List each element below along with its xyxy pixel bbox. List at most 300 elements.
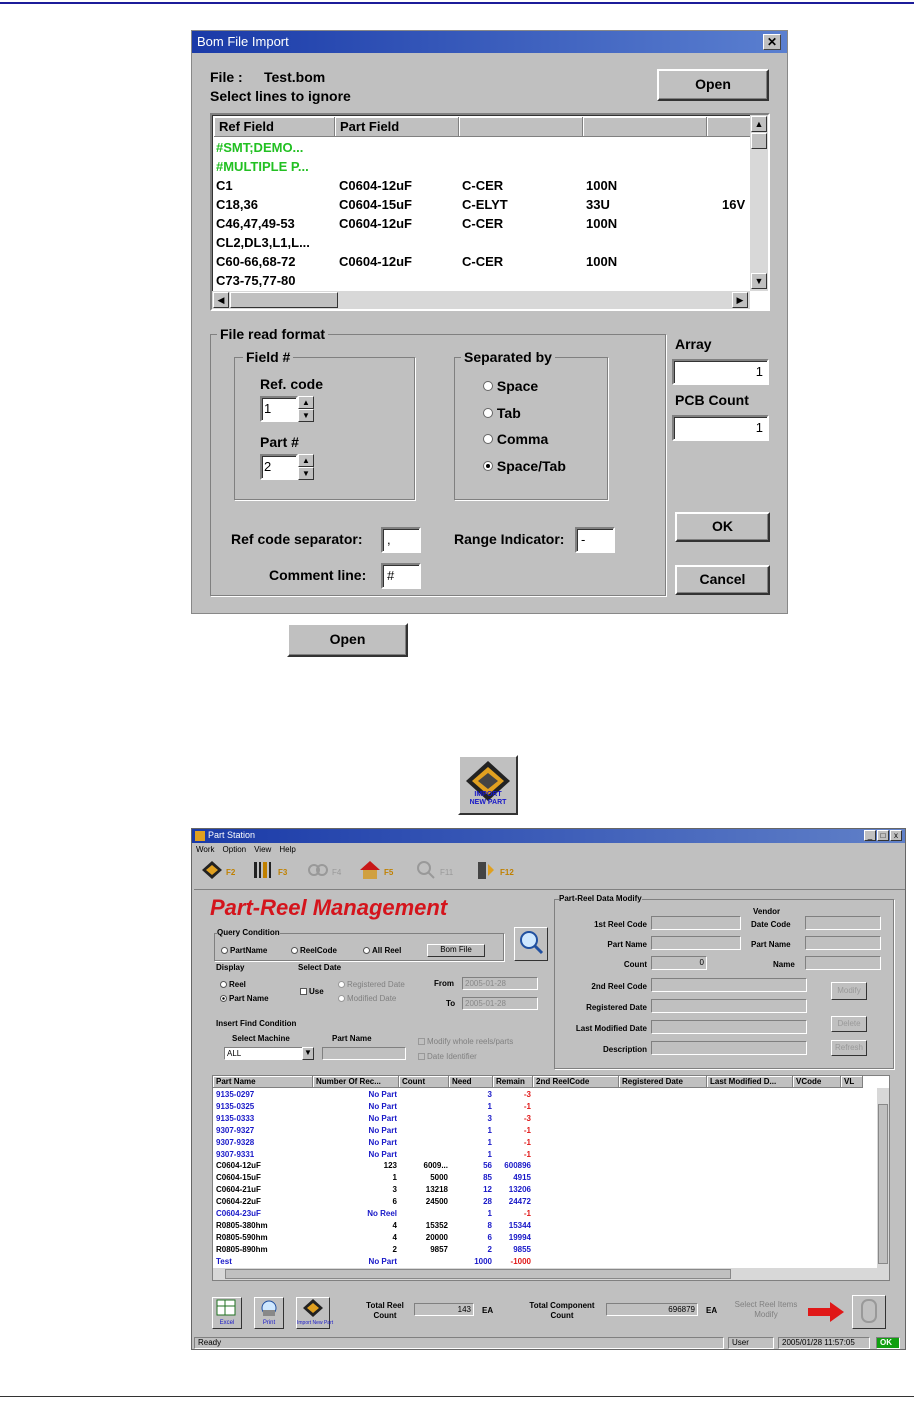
import-new-part-button[interactable]	[296, 1297, 334, 1329]
table-row[interactable]	[213, 1256, 875, 1268]
total-reel-unit: EA	[482, 1306, 494, 1315]
col-vcode[interactable]: VCode	[793, 1076, 841, 1088]
menu-help[interactable]: Help	[279, 845, 296, 854]
radio-reel[interactable]	[220, 981, 227, 988]
cell-ref: C46,47,49-53	[216, 216, 295, 231]
separator-space[interactable]	[483, 378, 538, 394]
toolbar-divider	[194, 889, 905, 890]
cell-need: 3	[487, 1113, 492, 1123]
column-part-field[interactable]: Part Field	[335, 117, 459, 137]
col-remain[interactable]: Remain	[493, 1076, 533, 1088]
file-read-format-title: File read format	[217, 326, 328, 342]
file-read-format-group	[210, 326, 666, 596]
refresh-button: Refresh	[831, 1040, 867, 1056]
import-caption-2: NEW PART	[469, 799, 507, 806]
ps-title: Part Station	[208, 830, 256, 840]
cell-c4: 100N	[586, 254, 618, 269]
cell-remain: 13206	[508, 1185, 531, 1195]
separator-tab-label: Tab	[496, 405, 521, 421]
cell-ref: C60-66,68-72	[216, 254, 296, 269]
column-3[interactable]	[459, 117, 583, 137]
radio-reelcode[interactable]	[291, 947, 298, 954]
comment-line-label: Comment line:	[269, 567, 367, 583]
total-component-label	[520, 1301, 604, 1321]
vendor-part-name-field	[805, 936, 881, 950]
table-row[interactable]	[213, 1125, 875, 1137]
bom-lines-list[interactable]	[210, 113, 770, 311]
menu-work[interactable]: Work	[196, 845, 215, 854]
exit-icon	[474, 859, 498, 881]
open-button[interactable]: Open	[657, 69, 769, 101]
list-item[interactable]	[216, 253, 748, 272]
select-date-label: Select Date	[298, 963, 342, 972]
last-modified-date-label: Last Modified Date	[575, 1024, 647, 1033]
cell-need: 56	[483, 1161, 492, 1171]
tool-disabled-1	[306, 859, 350, 885]
hscroll-thumb[interactable]	[230, 292, 338, 308]
total-component-unit: EA	[706, 1306, 718, 1315]
status-bar	[194, 1337, 905, 1349]
col-part-name[interactable]: Part Name	[213, 1076, 313, 1088]
machine-select[interactable]: ALL	[224, 1047, 314, 1060]
second-reel-code-label: 2nd Reel Code	[591, 982, 647, 991]
separator-tab[interactable]	[483, 405, 521, 421]
ok-button[interactable]: OK	[675, 512, 770, 542]
reel-icon	[854, 1296, 884, 1326]
date-code-field	[805, 916, 881, 930]
cell-name: R0805-890hm	[216, 1244, 268, 1254]
column-4[interactable]	[583, 117, 707, 137]
cell-recs: 2	[392, 1244, 397, 1254]
cell-recs: 1	[392, 1173, 397, 1183]
table-vscroll[interactable]	[877, 1088, 889, 1268]
cell-need: 1	[487, 1125, 492, 1135]
ref-code-spinner	[260, 396, 308, 422]
dialog-title: Bom File Import	[197, 34, 289, 49]
cell-count: 9857	[430, 1244, 448, 1254]
cell-name: C0604-21uF	[216, 1185, 261, 1195]
use-checkbox[interactable]	[300, 988, 307, 995]
cell-need: 1000	[474, 1256, 492, 1266]
table-row[interactable]	[213, 1160, 875, 1172]
scroll-thumb[interactable]	[751, 133, 767, 149]
cell-count: 13218	[425, 1185, 448, 1195]
list-item[interactable]	[216, 139, 748, 158]
tool-key-f11: F11	[440, 868, 454, 877]
field-number-title: Field #	[243, 349, 293, 365]
cell-name: 9307-9328	[216, 1137, 255, 1147]
data-modify-title: Part-Reel Data Modify	[559, 894, 642, 903]
part-name-label: Part Name	[607, 940, 647, 949]
table-row[interactable]	[213, 1172, 875, 1184]
cell-part: C0604-12uF	[339, 178, 412, 193]
cell-name: C0604-22uF	[216, 1197, 261, 1207]
cell-recs: 4	[392, 1220, 397, 1230]
col-2nd-reelcode[interactable]: 2nd ReelCode	[533, 1076, 619, 1088]
col-vl[interactable]: VL	[841, 1076, 863, 1088]
cell-ref: CL2,DL3,L1,L...	[216, 235, 310, 250]
cell-recs: No Part	[368, 1101, 397, 1111]
cell-ref: #SMT;DEMO...	[216, 140, 304, 155]
chip-icon	[300, 1298, 326, 1318]
separator-comma[interactable]	[483, 431, 548, 447]
table-row[interactable]	[213, 1244, 875, 1256]
total-component-value: 696879	[606, 1303, 698, 1316]
cell-remain: 4915	[513, 1173, 531, 1183]
cell-remain: 19994	[508, 1232, 531, 1242]
excel-label: Excel	[219, 1320, 235, 1326]
count-label: Count	[623, 960, 647, 969]
cell-c3: C-CER	[462, 216, 504, 231]
date-identifier-label: Date Identifier	[427, 1052, 477, 1061]
cell-ref: C73-75,77-80	[216, 273, 296, 288]
status-ok: OK	[876, 1337, 900, 1349]
cell-part: C0604-15uF	[339, 197, 412, 212]
import-icon-caption	[460, 791, 516, 807]
cell-remain: 9855	[513, 1244, 531, 1254]
link-icon	[306, 859, 330, 881]
close-icon[interactable]: ✕	[763, 34, 781, 50]
column-ref-field[interactable]: Ref Field	[214, 117, 335, 137]
first-reel-code-label: 1st Reel Code	[594, 920, 647, 929]
table-vscroll-thumb[interactable]	[878, 1104, 888, 1264]
date-code-label: Date Code	[751, 920, 791, 929]
cell-recs: No Part	[368, 1256, 397, 1266]
cell-recs: No Part	[368, 1125, 397, 1135]
tool-key-f12: F12	[500, 868, 514, 877]
display-partname-label: Part Name	[229, 994, 269, 1003]
cell-remain: -3	[523, 1113, 531, 1123]
vendor-label: Vendor	[753, 907, 781, 916]
modified-date-option	[338, 994, 396, 1003]
comment-line-input[interactable]: #	[381, 563, 421, 589]
bom-file-button[interactable]: Bom File	[427, 944, 485, 957]
cell-need: 1	[487, 1101, 492, 1111]
select-reel-hint-1: Select Reel Items	[734, 1300, 798, 1309]
cell-remain: -1	[523, 1137, 531, 1147]
standalone-open-button[interactable]: Open	[287, 623, 408, 657]
separator-space-tab-label: Space/Tab	[496, 458, 566, 474]
list-item[interactable]	[216, 158, 748, 177]
scroll-left-icon[interactable]: ◀	[213, 292, 229, 308]
ref-separator-input[interactable]: ,	[381, 527, 421, 553]
table-hscroll[interactable]	[213, 1268, 889, 1280]
cell-ref: C18,36	[216, 197, 258, 212]
field-number-group	[234, 349, 415, 500]
radio-tab[interactable]	[483, 408, 493, 418]
to-date-field: 2005-01-28	[462, 997, 538, 1010]
first-reel-code-field	[651, 916, 741, 930]
print-label: Print	[262, 1320, 276, 1326]
cell-count: 15352	[425, 1220, 448, 1230]
date-identifier-checkbox	[418, 1053, 425, 1060]
second-reel-code-field	[651, 978, 807, 992]
cell-need: 1	[487, 1209, 492, 1218]
menu-view[interactable]: View	[254, 845, 272, 854]
cell-need: 85	[483, 1173, 492, 1183]
registered-date-field	[651, 999, 807, 1013]
date-identifier-option	[418, 1052, 477, 1061]
tool-exit[interactable]	[474, 859, 518, 885]
cell-name: 9307-9331	[216, 1149, 255, 1159]
pcb-count-label: PCB Count	[675, 392, 749, 408]
ref-code-input[interactable]: 1	[260, 396, 298, 422]
cell-count: 6009...	[423, 1161, 448, 1171]
cell-need: 3	[487, 1090, 492, 1099]
list-item[interactable]	[216, 215, 748, 234]
range-indicator-input[interactable]: -	[575, 527, 615, 553]
menu-option[interactable]: Option	[222, 845, 247, 854]
table-row[interactable]	[213, 1113, 875, 1125]
vertical-scrollbar[interactable]	[750, 115, 768, 291]
cell-remain: -1	[523, 1101, 531, 1111]
search-button[interactable]	[514, 927, 548, 961]
parts-table-header	[213, 1076, 863, 1088]
cell-c3: C-CER	[462, 178, 504, 193]
spin-up-icon[interactable]: ▲	[298, 396, 314, 409]
cell-need: 1	[487, 1137, 492, 1147]
part-number-input[interactable]: 2	[260, 454, 298, 480]
vendor-part-name-label: Part Name	[751, 940, 791, 949]
select-reel-hint-2: Modify	[754, 1310, 778, 1319]
cell-name: R0805-590hm	[216, 1232, 268, 1242]
array-label: Array	[675, 336, 712, 352]
cell-c4: 33U	[586, 197, 610, 212]
spin-up-icon[interactable]: ▲	[298, 454, 314, 467]
delete-button: Delete	[831, 1016, 867, 1032]
modify-whole-checkbox	[418, 1038, 425, 1045]
print-icon	[256, 1298, 282, 1318]
table-row[interactable]	[213, 1232, 875, 1244]
separated-by-group	[454, 349, 608, 500]
file-label: File :	[210, 69, 243, 85]
ps-titlebar	[192, 829, 905, 843]
cell-recs: 4	[392, 1232, 397, 1242]
part-name-field	[651, 936, 741, 950]
query-reelcode-label: ReelCode	[300, 946, 337, 955]
list-item[interactable]	[216, 272, 748, 291]
table-row[interactable]	[213, 1149, 875, 1161]
table-row[interactable]	[213, 1196, 875, 1208]
cell-name: C0604-15uF	[216, 1173, 261, 1183]
col-need[interactable]: Need	[449, 1076, 493, 1088]
radio-partname[interactable]	[221, 947, 228, 954]
use-label: Use	[309, 987, 324, 996]
cell-c4: 100N	[586, 216, 618, 231]
cell-count: 20000	[425, 1232, 448, 1242]
col-count[interactable]: Count	[399, 1076, 449, 1088]
cell-need: 1	[487, 1149, 492, 1159]
import-caption-1: IMPORT	[474, 791, 502, 798]
column-5[interactable]	[707, 117, 751, 137]
bottom-rule	[0, 1396, 914, 1397]
status-user: User	[728, 1337, 774, 1349]
radio-allreel[interactable]	[363, 947, 370, 954]
total-reel-label-2: Count	[373, 1311, 397, 1320]
tool-import[interactable]	[200, 859, 244, 885]
cell-need: 2	[487, 1244, 492, 1254]
minimize-icon[interactable]: _	[864, 830, 876, 841]
table-row[interactable]	[213, 1137, 875, 1149]
part-number-spinner	[260, 454, 308, 480]
col-number-of-recs[interactable]: Number Of Rec...	[313, 1076, 399, 1088]
query-condition-group	[214, 928, 504, 961]
registered-date-label: Registered Date	[586, 1003, 647, 1012]
cell-name: 9135-0333	[216, 1113, 255, 1123]
excel-button[interactable]	[212, 1297, 242, 1329]
description-field	[651, 1041, 807, 1055]
list-item[interactable]	[216, 234, 748, 253]
scroll-right-icon[interactable]: ▶	[732, 292, 748, 308]
last-modified-date-field	[651, 1020, 807, 1034]
registered-date-option	[338, 980, 405, 989]
bom-import-dialog	[191, 30, 788, 614]
list-item[interactable]	[216, 177, 748, 196]
cell-name: 9307-9327	[216, 1125, 255, 1135]
cell-recs: 123	[383, 1161, 397, 1171]
ref-code-label: Ref. code	[260, 376, 324, 392]
table-row[interactable]	[213, 1208, 875, 1220]
table-hscroll-thumb[interactable]	[225, 1269, 731, 1279]
horizontal-scrollbar[interactable]	[212, 291, 750, 309]
table-row[interactable]	[213, 1101, 875, 1113]
cell-remain: -1	[523, 1149, 531, 1159]
print-button[interactable]	[254, 1297, 284, 1329]
cell-remain: 15344	[508, 1220, 531, 1230]
cell-need: 8	[487, 1220, 492, 1230]
to-label: To	[446, 999, 456, 1008]
cancel-button[interactable]: Cancel	[675, 565, 770, 595]
list-body	[216, 139, 748, 291]
query-allreel-label: All Reel	[372, 946, 402, 955]
ref-separator-label: Ref code separator:	[231, 531, 363, 547]
import-new-part-label: Import New Part	[297, 1320, 334, 1326]
chevron-down-icon[interactable]: ▼	[302, 1047, 314, 1060]
cell-need: 12	[483, 1185, 492, 1195]
cell-remain: -1	[523, 1125, 531, 1135]
search-icon	[516, 928, 546, 958]
from-label: From	[434, 979, 454, 988]
maximize-icon[interactable]: □	[877, 830, 889, 841]
cell-need: 28	[483, 1197, 492, 1207]
vendor-name-label: Name	[773, 960, 795, 969]
table-row[interactable]	[213, 1184, 875, 1196]
status-time: 2005/01/28 11:57:05	[778, 1337, 870, 1349]
app-icon	[195, 831, 205, 841]
array-input[interactable]: 1	[672, 359, 769, 385]
col-registered-date[interactable]: Registered Date	[619, 1076, 707, 1088]
insert-find-label: Insert Find Condition	[216, 1019, 297, 1028]
modify-button: Modify	[831, 982, 867, 1000]
separator-space-tab[interactable]	[483, 458, 566, 474]
cell-remain: -1000	[510, 1256, 531, 1266]
house-icon	[358, 859, 382, 881]
query-reelcode[interactable]	[291, 946, 337, 955]
cell-remain: 600896	[504, 1161, 531, 1171]
cell-ref: #MULTIPLE P...	[216, 159, 309, 174]
part-name-filter-field	[322, 1047, 406, 1060]
vendor-name-field	[805, 956, 881, 970]
query-partname[interactable]	[221, 946, 267, 955]
display-partname[interactable]	[220, 994, 269, 1003]
list-header	[214, 117, 751, 137]
display-reel[interactable]	[220, 980, 246, 989]
col-last-modified[interactable]: Last Modified D...	[707, 1076, 793, 1088]
table-row[interactable]	[213, 1220, 875, 1232]
radio-space[interactable]	[483, 381, 493, 391]
page-title: Part-Reel Management	[210, 895, 448, 920]
cell-remain: -3	[523, 1090, 531, 1099]
tool-barcode[interactable]	[252, 859, 296, 885]
query-allreel[interactable]	[363, 946, 401, 955]
cell-need: 6	[487, 1232, 492, 1242]
file-name: Test.bom	[264, 69, 326, 85]
display-label: Display	[216, 963, 245, 972]
cell-recs: No Part	[368, 1137, 397, 1147]
import-new-part-icon[interactable]	[458, 755, 518, 815]
use-date[interactable]	[300, 987, 324, 996]
table-row[interactable]	[213, 1089, 875, 1101]
tool-key-f3: F3	[278, 868, 288, 877]
list-item[interactable]	[216, 196, 748, 215]
cell-name: 9135-0325	[216, 1101, 255, 1111]
registered-date-option-label: Registered Date	[347, 980, 405, 989]
data-modify-group	[554, 894, 894, 1069]
spin-down-icon[interactable]: ▼	[298, 467, 314, 480]
query-condition-title: Query Condition	[217, 928, 280, 937]
scroll-up-icon[interactable]: ▲	[751, 116, 767, 132]
cell-remain: 24472	[508, 1197, 531, 1207]
radio-modified-date	[338, 995, 345, 1002]
close-icon[interactable]: x	[890, 830, 902, 841]
cell-count: 24500	[425, 1197, 448, 1207]
radio-display-partname[interactable]	[220, 995, 227, 1002]
radio-space-tab[interactable]	[483, 461, 493, 471]
modify-reel-button	[852, 1295, 886, 1329]
cell-recs: No Reel	[367, 1209, 397, 1218]
cell-count: 5000	[430, 1173, 448, 1183]
cell-ref: C1	[216, 178, 233, 193]
cell-recs: 3	[392, 1185, 397, 1195]
ignore-lines-label: Select lines to ignore	[210, 88, 351, 104]
pcb-count-input[interactable]: 1	[672, 415, 769, 441]
cell-recs: No Part	[368, 1090, 397, 1099]
tool-key-f2: F2	[226, 868, 236, 877]
radio-comma[interactable]	[483, 434, 493, 444]
tool-home[interactable]	[358, 859, 402, 885]
tool-key-f5: F5	[384, 868, 394, 877]
spin-down-icon[interactable]: ▼	[298, 409, 314, 422]
cell-name: Test	[216, 1256, 232, 1266]
count-field: 0	[651, 956, 707, 970]
dialog-titlebar	[192, 31, 787, 53]
total-component-label-1: Total Component	[529, 1301, 595, 1310]
display-reel-label: Reel	[229, 980, 246, 989]
top-rule	[0, 2, 914, 4]
arrow-right-icon	[806, 1301, 846, 1323]
modify-whole-option	[418, 1037, 513, 1046]
scroll-down-icon[interactable]: ▼	[751, 273, 767, 289]
total-reel-label	[356, 1301, 414, 1321]
status-ready: Ready	[194, 1337, 724, 1349]
parts-table[interactable]	[212, 1075, 890, 1281]
ps-menubar	[196, 845, 296, 854]
part-name-filter-label: Part Name	[332, 1034, 372, 1043]
separator-comma-label: Comma	[496, 431, 549, 447]
cell-c4: 100N	[586, 178, 618, 193]
cell-name: R0805-380hm	[216, 1220, 268, 1230]
barcode-icon	[252, 859, 276, 881]
